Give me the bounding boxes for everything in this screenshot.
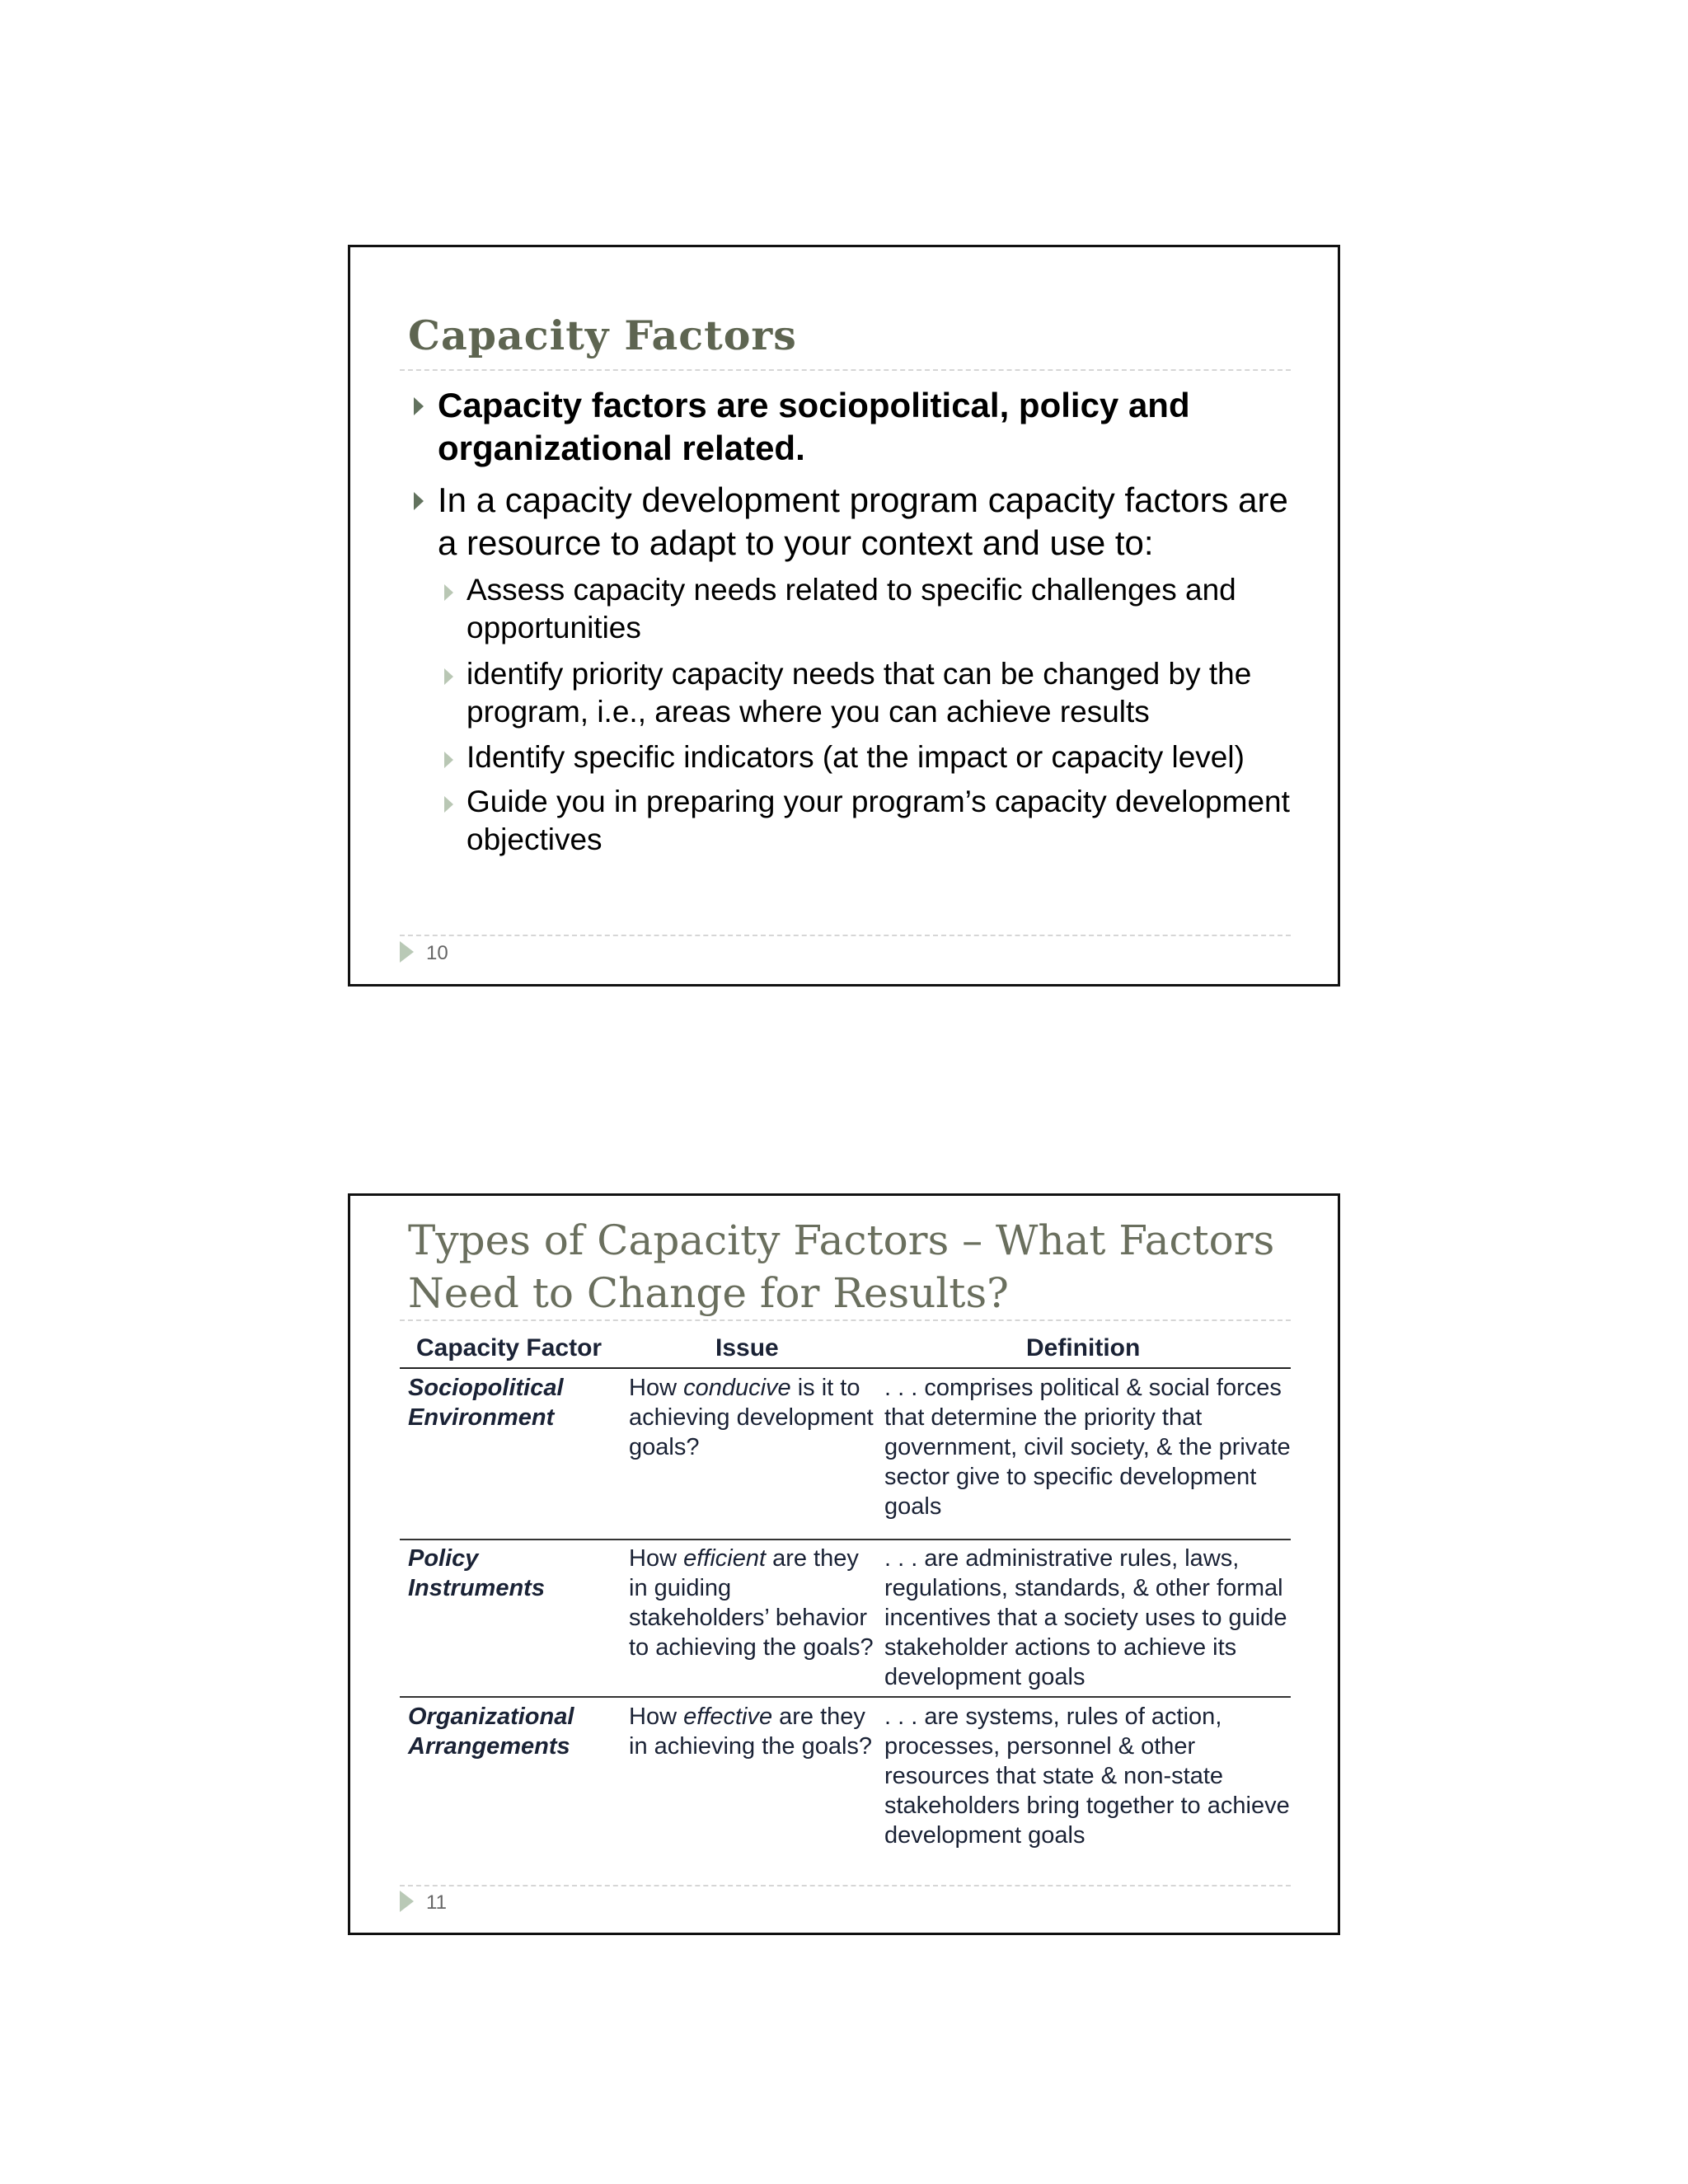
sub-bullet-item: Guide you in preparing your program’s capacity development objectives: [467, 785, 1290, 856]
table-cell-issue: How efficient are they in guiding stakeholders’ behavior to achieving the goals?: [629, 1545, 874, 1661]
table-row-rule: [400, 1696, 1291, 1698]
footer-arrow-icon: [400, 1891, 414, 1912]
table-cell-issue: How effective are they in achieving the goals?: [629, 1704, 873, 1760]
bullet-item: In a capacity development program capacity factors are a resource to adapt to your context and use to:: [438, 480, 1288, 562]
table-header-definition: Definition: [1026, 1334, 1141, 1361]
footer-divider: [400, 935, 1291, 936]
slide-title: Types of Capacity Factors – What Factors Need to Change for Results?: [408, 1216, 1275, 1317]
bullet-arrow-icon: [414, 397, 424, 415]
table-cell-definition: . . . comprises political & social forces that determine the priority that government, civil society, & the private sector give to specific development goals: [884, 1375, 1291, 1520]
table-cell-factor: Sociopolitical Environment: [408, 1375, 564, 1431]
page-number: 10: [426, 942, 448, 964]
emphasis: conducive: [683, 1375, 791, 1401]
sub-bullet-item: Identify specific indicators (at the impact or capacity level): [467, 740, 1245, 774]
table-header-rule: [400, 1367, 1291, 1369]
bullet-item: Capacity factors are sociopolitical, policy and organizational related.: [438, 386, 1190, 467]
table-cell-definition: . . . are systems, rules of action, processes, personnel & other resources that state & non-state stakeholders bring together to achieve development goals: [884, 1704, 1290, 1849]
bullet-arrow-icon: [414, 492, 424, 510]
sub-bullet-arrow-icon: [444, 752, 453, 768]
title-divider: [400, 1319, 1291, 1321]
title-divider: [400, 369, 1291, 371]
table-row-rule: [400, 1539, 1291, 1540]
sub-bullet-arrow-icon: [444, 796, 453, 813]
page-number: 11: [426, 1891, 447, 1914]
table-header-factor: Capacity Factor: [416, 1334, 603, 1361]
table-cell-factor: Organizational Arrangements: [408, 1704, 574, 1760]
footer-divider: [400, 1885, 1291, 1886]
sub-bullet-arrow-icon: [444, 668, 453, 685]
table-cell-definition: . . . are administrative rules, laws, regulations, standards, & other formal incentives that a society uses to guide stakeholder actions to achieve its development goals: [884, 1545, 1287, 1690]
slide-types-of-capacity-factors: [348, 1193, 1340, 1935]
sub-bullet-item: Assess capacity needs related to specific challenges and opportunities: [467, 573, 1236, 644]
table-cell-issue: How conducive is it to achieving development goals?: [629, 1375, 874, 1460]
footer-arrow-icon: [400, 941, 414, 963]
sub-bullet-arrow-icon: [444, 584, 453, 601]
emphasis: effective: [683, 1704, 773, 1730]
table-header-issue: Issue: [715, 1334, 779, 1361]
emphasis: efficient: [683, 1545, 767, 1572]
slide-capacity-factors: [348, 245, 1340, 987]
table-cell-factor: Policy Instruments: [408, 1545, 545, 1601]
slide-title: Capacity Factors: [408, 312, 797, 359]
sub-bullet-item: identify priority capacity needs that can be changed by the program, i.e., areas where you can achieve results: [467, 657, 1252, 729]
